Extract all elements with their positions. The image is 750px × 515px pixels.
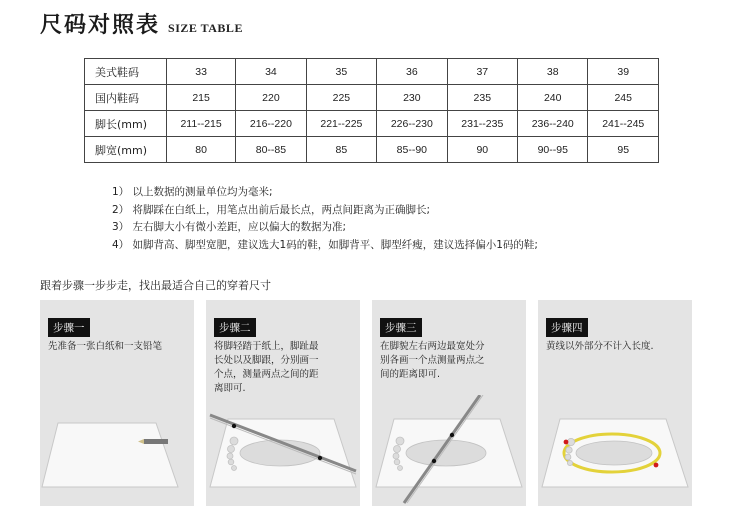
step-description-line: 长处以及脚跟，分别画一 — [214, 355, 319, 366]
step-panel-2 — [206, 300, 360, 506]
pencil-icon — [138, 439, 168, 444]
measure-point-icon — [232, 424, 236, 428]
page-title — [40, 8, 243, 39]
step-panel-3 — [372, 300, 526, 506]
step-description-line: 先准备一张白纸和一支铅笔 — [48, 341, 163, 352]
measure-point-icon — [564, 440, 569, 445]
foot-length-illustration — [206, 395, 360, 506]
title-chinese: 尺码对照表 — [40, 12, 161, 38]
table-cell: 35 — [306, 59, 376, 85]
step-description-line: 将脚轻踏于纸上，脚趾最 — [214, 341, 319, 352]
table-cell: 221--225 — [306, 111, 376, 137]
step-label: 步骤一 — [48, 318, 90, 337]
step-label: 步骤四 — [546, 318, 588, 337]
table-row — [85, 111, 659, 137]
note-line: 3） 左右脚大小有微小差距，应以偏大的数据为准; — [112, 221, 347, 233]
table-cell: 34 — [236, 59, 306, 85]
measure-point-icon — [318, 456, 322, 460]
table-cell: 245 — [588, 85, 659, 111]
table-cell: 211--215 — [167, 111, 236, 137]
table-cell: 231--235 — [447, 111, 517, 137]
table-cell: 235 — [447, 85, 517, 111]
step-panel-1 — [40, 300, 194, 506]
table-cell: 225 — [306, 85, 376, 111]
note-line: 2） 将脚踩在白纸上，用笔点出前后最长点，两点间距离为正确脚长; — [112, 203, 431, 216]
table-cell: 90--95 — [518, 137, 588, 163]
paper-sheet-icon — [42, 423, 178, 487]
table-row — [85, 85, 659, 111]
foot-outline-illustration — [538, 395, 692, 506]
measure-point-icon — [432, 459, 436, 463]
table-cell: 37 — [447, 59, 517, 85]
table-cell: 39 — [588, 59, 659, 85]
row-label: 脚宽(mm) — [85, 137, 167, 163]
row-label: 脚长(mm) — [85, 111, 167, 137]
table-cell: 38 — [518, 59, 588, 85]
row-label: 国内鞋码 — [85, 85, 167, 111]
table-cell: 85 — [306, 137, 376, 163]
steps-heading: 跟着步骤一步步走，找出最适合自己的穿着尺寸 — [40, 279, 271, 292]
size-table — [84, 58, 659, 163]
table-cell: 236--240 — [518, 111, 588, 137]
title-english: SIZE TABLE — [168, 21, 243, 35]
table-cell: 216--220 — [236, 111, 306, 137]
table-cell: 241--245 — [588, 111, 659, 137]
note-line: 4） 如脚背高、脚型宽肥，建议选大1码的鞋，如脚背平、脚型纤瘦，建议选择偏小1码的鞋; — [112, 238, 538, 251]
table-cell: 226--230 — [377, 111, 447, 137]
step-description-line: 在脚貌左右两边最宽处分 — [380, 341, 485, 352]
step-description-line: 个点，测量两点之间的距 — [214, 369, 319, 380]
table-cell: 230 — [377, 85, 447, 111]
table-cell: 240 — [518, 85, 588, 111]
row-label: 美式鞋码 — [85, 59, 167, 85]
step-description — [48, 340, 162, 354]
table-row — [85, 59, 659, 85]
table-row — [85, 137, 659, 163]
foot-width-illustration — [372, 395, 526, 506]
table-cell: 80 — [167, 137, 236, 163]
step-panel-4 — [538, 300, 692, 506]
note-line: 1） 以上数据的测量单位均为毫米; — [112, 186, 273, 198]
step-description-line: 间的距离即可. — [380, 369, 441, 380]
table-cell: 90 — [447, 137, 517, 163]
table-cell: 215 — [167, 85, 236, 111]
step-description-line: 离即可. — [214, 383, 246, 394]
step-description — [380, 340, 485, 382]
table-cell: 80--85 — [236, 137, 306, 163]
step-description — [546, 340, 654, 354]
table-cell: 95 — [588, 137, 659, 163]
step-description-line: 黄线以外部分不计入长度. — [546, 341, 654, 352]
table-cell: 85--90 — [377, 137, 447, 163]
step-description — [214, 340, 319, 396]
table-cell: 220 — [236, 85, 306, 111]
step-label: 步骤二 — [214, 318, 256, 337]
measure-point-icon — [654, 463, 659, 468]
table-cell: 33 — [167, 59, 236, 85]
paper-pencil-illustration — [40, 395, 194, 506]
measurement-notes — [112, 184, 538, 254]
measure-point-icon — [450, 433, 454, 437]
table-cell: 36 — [377, 59, 447, 85]
step-label: 步骤三 — [380, 318, 422, 337]
step-description-line: 别各画一个点测量两点之 — [380, 355, 485, 366]
